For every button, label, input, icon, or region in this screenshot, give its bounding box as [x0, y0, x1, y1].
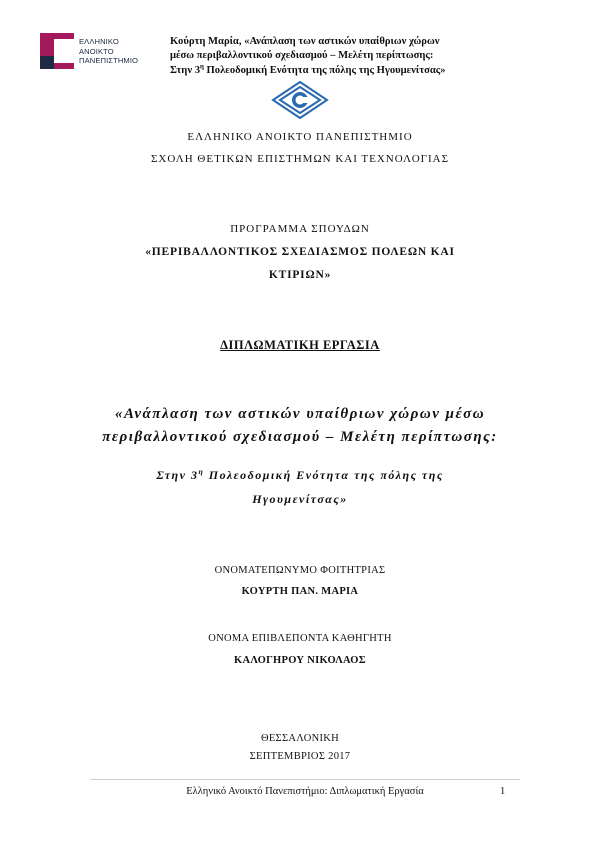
- header-title-line-2: μέσω περιβαλλοντικού σχεδιασμού – Μελέτη περίπτωσης:: [170, 50, 434, 62]
- thesis-title-line-2: περιβαλλοντικού σχεδιασμού – Μελέτη περίπτωσης:: [102, 429, 498, 445]
- student-name: ΚΟΥΡΤΗ ΠΑΝ. ΜΑΡΙΑ: [241, 586, 359, 597]
- thesis-subtitle: [0, 463, 600, 511]
- institution-block: [0, 126, 600, 170]
- thesis-title-line-3b: Πολεοδομική Ενότητα της πόλης της: [204, 468, 444, 482]
- thesis-title-line-1: «Ανάπλαση των αστικών υπαίθριων χώρων μέσω: [114, 406, 486, 422]
- logo-text: [79, 37, 138, 66]
- university-name: ΕΛΛΗΝΙΚΟ ΑΝΟΙΚΤΟ ΠΑΝΕΠΙΣΤΗΜΙΟ: [187, 131, 413, 143]
- program-block: [0, 219, 600, 285]
- footer-text: Ελληνικό Ανοικτό Πανεπιστήμιο: Διπλωματική Εργασία: [186, 786, 424, 797]
- place-date-block: [0, 730, 600, 766]
- thesis-title-sup: η: [198, 467, 205, 476]
- program-title-line-1: «ΠΕΡΙΒΑΛΛΟΝΤΙΚΟΣ ΣΧΕΔΙΑΣΜΟΣ ΠΟΛΕΩΝ ΚΑΙ: [145, 246, 455, 258]
- header-title-line-3b: Πολεοδομική Ενότητα της πόλης της Ηγουμενίτσας»: [203, 64, 446, 76]
- program-label: ΠΡΟΓΡΑΜΜΑ ΣΠΟΥΔΩΝ: [230, 223, 370, 235]
- logo-line-2: ΑΝΟΙΚΤΟ: [79, 46, 114, 56]
- program-title-line-2: ΚΤΙΡΙΩΝ»: [268, 269, 332, 281]
- thesis-title-line-4: Ηγουμενίτσας»: [252, 492, 348, 506]
- header-title-sup: η: [200, 63, 204, 71]
- date: ΣΕΠΤΕΜΒΡΙΟΣ 2017: [249, 751, 351, 762]
- logo-line-1: ΕΛΛΗΝΙΚΟ: [79, 37, 119, 46]
- thesis-label: ΔΙΠΛΩΜΑΤΙΚΗ ΕΡΓΑΣΙΑ: [220, 338, 380, 352]
- logo-line-3: ΠΑΝΕΠΙΣΤΗΜΙΟ: [79, 56, 139, 66]
- supervisor-label: ΟΝΟΜΑ ΕΠΙΒΛΕΠΟΝΤΑ ΚΑΘΗΓΗΤΗ: [208, 633, 392, 644]
- thesis-title-line-3a: Στην 3: [156, 468, 199, 482]
- university-logo: [40, 33, 158, 73]
- running-header: [170, 35, 500, 78]
- logo-mark-icon: [40, 33, 74, 69]
- header-title-line-1: «Ανάπλαση των αστικών υπαίθριων χώρων: [244, 36, 440, 47]
- header-author: Κούρτη Μαρία,: [170, 36, 242, 47]
- header-title-line-3a: Στην 3: [170, 64, 200, 76]
- page-number: 1: [500, 786, 506, 797]
- university-emblem-icon: [269, 80, 331, 120]
- footer-divider: [90, 779, 520, 780]
- thesis-title: [0, 403, 600, 449]
- school-name: ΣΧΟΛΗ ΘΕΤΙΚΩΝ ΕΠΙΣΤΗΜΩΝ ΚΑΙ ΤΕΧΝΟΛΟΓΙΑΣ: [150, 153, 449, 165]
- student-label: ΟΝΟΜΑΤΕΠΩΝΥΜΟ ΦΟΙΤΗΤΡΙΑΣ: [214, 565, 386, 576]
- supervisor-name: ΚΑΛΟΓΗΡΟΥ ΝΙΚΟΛΑΟΣ: [234, 655, 366, 666]
- place: ΘΕΣΣΑΛΟΝΙΚΗ: [260, 733, 340, 744]
